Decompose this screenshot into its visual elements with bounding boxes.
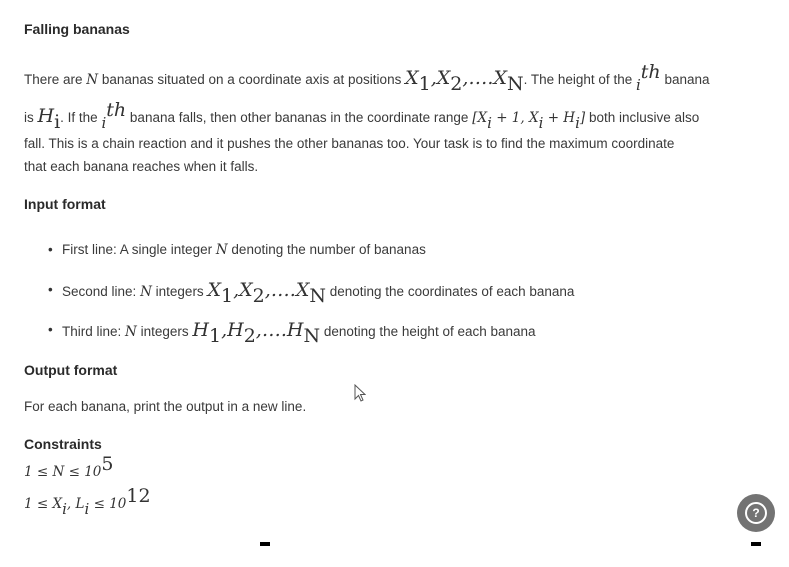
divider-mark bbox=[260, 542, 270, 546]
statement-line-2: is Hi. If the ith banana falls, then other bananas in the coordinate range [Xi + 1, Xi + Hi] both inclusive also bbox=[24, 99, 700, 133]
constraints-heading: Constraints bbox=[24, 436, 102, 452]
problem-title: Falling bananas bbox=[24, 21, 130, 37]
help-button[interactable] bbox=[737, 494, 775, 532]
divider-mark bbox=[751, 542, 761, 546]
list-item: • First line: A single integer N denoting the number of bananas bbox=[62, 238, 782, 278]
output-format-heading: Output format bbox=[24, 362, 118, 378]
list-item: • Second line: N integers X1,X2,….XN denoting the coordinates of each banana bbox=[62, 278, 782, 318]
input-format-list bbox=[24, 238, 782, 358]
list-item: • Third line: N integers H1,H2,….HN denoting the height of each banana bbox=[62, 318, 782, 358]
constraint-x: 1 ≤ Xi, Li ≤ 1012 bbox=[24, 485, 151, 518]
question-icon: ? bbox=[745, 502, 767, 524]
input-format-heading: Input format bbox=[24, 196, 106, 212]
statement-line-4: that each banana reaches when it falls. bbox=[24, 159, 259, 174]
statement-line-1: There are N bananas situated on a coordinate axis at positions X1,X2,….XN. The height of the ith banana bbox=[24, 61, 710, 95]
output-format-text: For each banana, print the output in a new line. bbox=[24, 399, 307, 414]
statement-line-3: fall. This is a chain reaction and it pushes the other bananas too. Your task is to find the maximum coordinate bbox=[24, 136, 675, 151]
mouse-cursor-icon bbox=[354, 384, 366, 407]
constraint-n: 1 ≤ N ≤ 105 bbox=[24, 453, 114, 480]
